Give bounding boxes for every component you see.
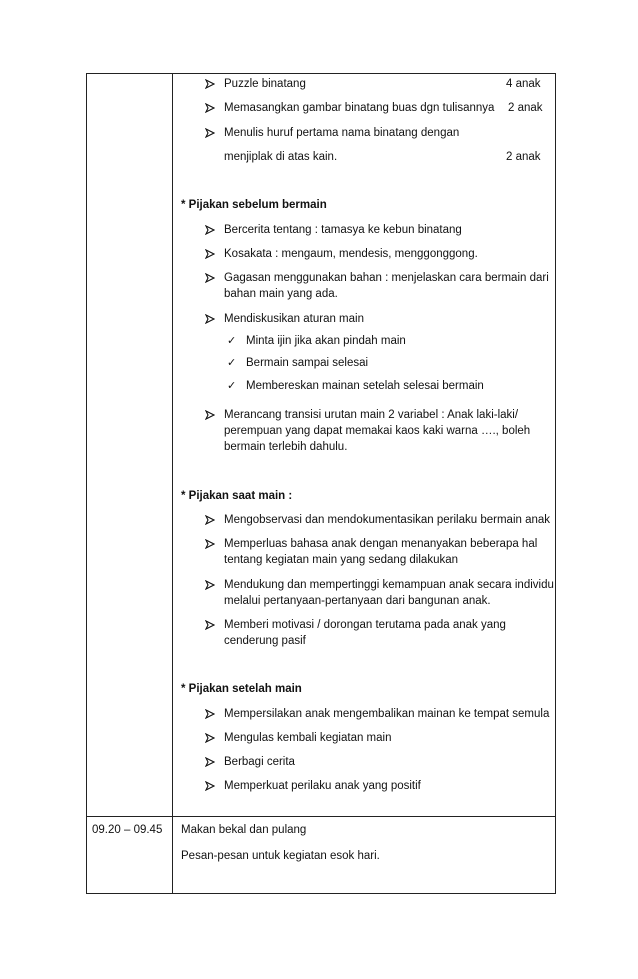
list-item: Kosakata : mengaum, mendesis, menggonggong. [224,248,478,260]
rule-item: Minta ijin jika akan pindah main [246,335,406,347]
arrow-bullet-icon [205,709,215,719]
activity-text: Puzzle binatang [224,78,306,90]
section-heading-during-play: * Pijakan saat main : [181,490,293,502]
arrow-bullet-icon [205,273,215,283]
section-heading-before-play: * Pijakan sebelum bermain [181,199,327,211]
arrow-bullet-icon [205,128,215,138]
arrow-bullet-icon [205,733,215,743]
list-item: Memperluas bahasa anak dengan menanyakan beberapa hal [224,538,538,550]
arrow-bullet-icon [205,620,215,630]
time-cell: 09.20 – 09.45 [92,824,163,836]
checkmark-icon: ✓ [227,380,237,392]
row-divider [86,816,556,817]
activity-count: 2 anak [508,102,543,114]
arrow-bullet-icon [205,103,215,113]
list-item: Mengulas kembali kegiatan main [224,732,392,744]
activity-count: 2 anak [506,151,541,163]
activity-text: Menulis huruf pertama nama binatang dengan [224,127,460,139]
list-item: Bercerita tentang : tamasya ke kebun binatang [224,224,462,236]
arrow-bullet-icon [205,79,215,89]
arrow-bullet-icon [205,580,215,590]
list-item-continued: cenderung pasif [224,635,306,647]
transition-line: bermain terlebih dahulu. [224,441,348,453]
arrow-bullet-icon [205,314,215,324]
arrow-bullet-icon [205,781,215,791]
table-top-border [86,73,556,74]
transition-line: Merancang transisi urutan main 2 variabel : Anak laki-laki/ [224,409,519,421]
closing-activity: Makan bekal dan pulang [181,824,307,836]
arrow-bullet-icon [205,225,215,235]
arrow-bullet-icon [205,410,215,420]
table-right-border [555,73,556,894]
list-item: Memberi motivasi / dorongan terutama pada anak yang [224,619,506,631]
section-heading-after-play: * Pijakan setelah main [181,683,302,695]
list-item: Gagasan menggunakan bahan : menjelaskan cara bermain dari [224,272,549,284]
list-item: Memperkuat perilaku anak yang positif [224,780,421,792]
list-item: Berbagi cerita [224,756,295,768]
table-bottom-border [86,893,556,894]
closing-message: Pesan-pesan untuk kegiatan esok hari. [181,850,380,862]
checkmark-icon: ✓ [227,357,237,369]
arrow-bullet-icon [205,249,215,259]
checkmark-icon: ✓ [227,335,237,347]
rule-item: Membereskan mainan setelah selesai bermain [246,380,484,392]
transition-line: perempuan yang dapat memakai kaos kaki warna …., boleh [224,425,531,437]
list-item: Mengobservasi dan mendokumentasikan perilaku bermain anak [224,514,551,526]
rule-item: Bermain sampai selesai [246,357,369,369]
list-item-continued: bahan main yang ada. [224,288,338,300]
table-left-border [86,73,87,894]
arrow-bullet-icon [205,515,215,525]
list-item-continued: melalui pertanyaan-pertanyaan dari bangunan anak. [224,595,491,607]
list-item-continued: tentang kegiatan main yang sedang dilakukan [224,554,459,566]
list-item: Mendiskusikan aturan main [224,313,364,325]
activity-text-continued: menjiplak di atas kain. [224,151,338,163]
list-item: Mempersilakan anak mengembalikan mainan ke tempat semula [224,708,550,720]
arrow-bullet-icon [205,539,215,549]
activity-count: 4 anak [506,78,541,90]
activity-text: Memasangkan gambar binatang buas dgn tulisannya [224,102,495,114]
arrow-bullet-icon [205,757,215,767]
column-divider [172,73,173,894]
list-item: Mendukung dan mempertinggi kemampuan anak secara individu [224,579,554,591]
